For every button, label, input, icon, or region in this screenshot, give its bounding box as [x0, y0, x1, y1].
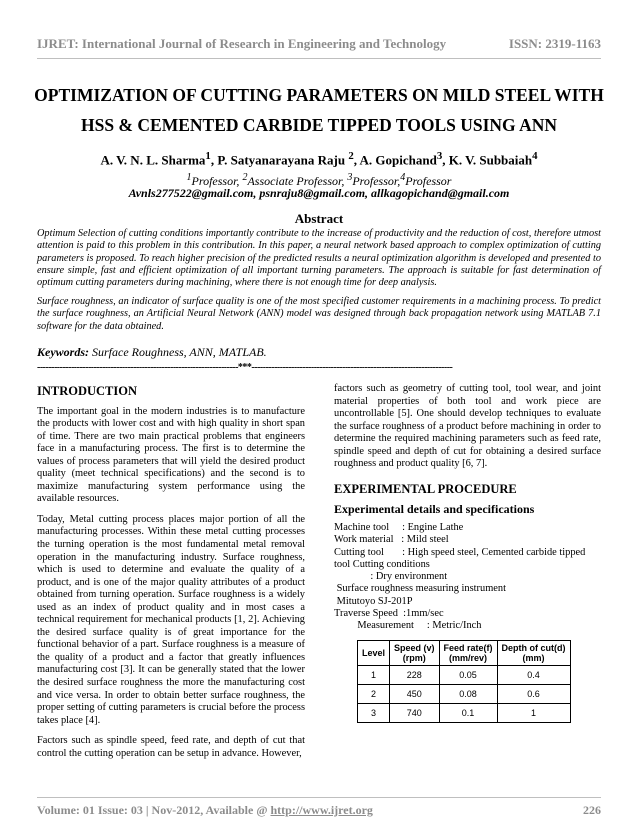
table-row	[358, 666, 571, 685]
intro-paragraph-3: Factors such as spindle speed, feed rate, and depth of cut that control the cutting operation can be setup in advance. However,	[37, 735, 305, 759]
table-cell: 2	[358, 685, 390, 704]
cutting-parameters-table	[357, 640, 571, 723]
author-list: A. V. N. L. Sharma$^1$, P. Satyanarayana Raju $^2$, A. Gopichand$^3$, K. V. Subbaiah$^4$	[100, 150, 538, 168]
spec-line: Measurement : Metric/Inch	[334, 620, 482, 632]
author-emails: Avnls277522@gmail.com, psnraju8@gmail.com, allkagopichand@gmail.com	[128, 186, 510, 200]
affiliation: Professor,	[352, 174, 401, 188]
spec-line: Machine tool : Engine Lathe	[334, 521, 464, 533]
spec-line: Mitutoyo SJ-201P	[334, 595, 413, 607]
intro-paragraph-1: The important goal in the modern industries is to manufacture the products with lower cost and with high quality in short span of time. There are two main practical problems that engineers face in a manufacturing process. The first is to determine the values of process parameters that will yield the desired product quality (meet technical specifications) and the second is to maximize manufacturing system performance using the available resources.	[37, 405, 305, 505]
journal-name: IJRET: International Journal of Research in Engineering and Technology	[37, 36, 447, 51]
keywords-label: Keywords:	[37, 345, 89, 359]
table-cell: 0.6	[497, 685, 570, 704]
issn: ISSN: 2319-1163	[508, 36, 601, 51]
header-line: (mm)	[522, 653, 545, 663]
author: A. Gopichand	[359, 152, 437, 168]
intro-paragraph-2: Today, Metal cutting process places major portion of all the manufacturing processes. Within these metal cutting processes the turning operation is the most fundamental metal removal operation in the manufacturing industry. Surface roughness, which is used to determine and evaluate the quality of a product, and is one of the major quality attributes of a product obtained from turning operation. Surface roughness is a widely used as an index of product quality and in most cases a technical requirement for mechanical products [1, 2]. Achieving the desired surface quality is of great importance for the functional behavior of a part. Surface roughness is a measure of the quality of a product and a factor that greatly influences manufacturing cost [3]. It can be generally stated that the lower the desired surface roughness the more the manufacturing cost and vice versa. In order to obtain better surface roughness, the proper setting of cutting parameters is crucial before the process takes place [4].	[37, 513, 305, 726]
author-sup: 1	[205, 150, 211, 162]
title-line-2: HSS & CEMENTED CARBIDE TIPPED TOOLS USING ANN	[80, 115, 557, 135]
table-cell: 0.05	[439, 666, 497, 685]
section-separator: -----------------------------------------------------------------------***-----------------------------------------------------------------------	[37, 362, 453, 373]
author-sup: 2	[348, 150, 354, 162]
keywords-text: Surface Roughness, ANN, MATLAB.	[89, 345, 267, 359]
spec-line: Work material : Mild steel	[334, 534, 449, 546]
affiliation: Professor,	[191, 174, 243, 188]
header-line: Level	[362, 648, 386, 658]
keywords	[37, 345, 267, 360]
table-cell: 1	[497, 704, 570, 723]
abstract-paragraph-2: Surface roughness, an indicator of surface quality is one of the most specified customer requirements in a machining process. To predict the surface roughness, an Artificial Neural Network (ANN) model was designed through back propagation network using MATLAB 7.1 software for the data obtained.	[37, 296, 601, 332]
author: A. V. N. L. Sharma	[100, 152, 206, 168]
table-header-row	[358, 641, 571, 666]
table-header	[439, 641, 497, 666]
experimental-subheading: Experimental details and specifications	[334, 502, 535, 517]
affil-sup: 2	[242, 172, 248, 183]
author-sup: 3	[436, 150, 443, 162]
table-header	[390, 641, 440, 666]
header-rule	[37, 58, 601, 59]
specification-list	[334, 522, 601, 633]
abstract-paragraph-1: Optimum Selection of cutting conditions importantly contribute to the increase of productivity and the reduction of cost, therefore utmost attention is paid to this problem in this contribution. In this paper, a neural network based approach to complex optimization of cutting parameters is proposed. To reach higher precision of the predicted results a neural optimization algorithm is developed and presented to ensure simple, fast and efficient optimization of all important turning parameters. The approach is suitable for fast determination of optimum cutting parameters during machining, where there is not enough time for deep analysis.	[37, 228, 601, 289]
right-column	[334, 383, 601, 633]
header-line: Depth of cut(d)	[501, 643, 566, 653]
table-cell: 740	[390, 704, 440, 723]
table-cell: 3	[358, 704, 390, 723]
table-cell: 1	[358, 666, 390, 685]
footer-volume: Volume: 01 Issue: 03 | Nov-2012, Available @	[37, 803, 271, 817]
introduction-heading: INTRODUCTION	[37, 384, 138, 398]
left-column	[37, 385, 305, 768]
affil-sup: 3	[347, 172, 353, 183]
paper-title	[30, 80, 608, 140]
table-cell: 228	[390, 666, 440, 685]
abstract-heading: Abstract	[294, 211, 344, 226]
title-line-1: OPTIMIZATION OF CUTTING PARAMETERS ON MILD STEEL WITH	[34, 85, 604, 105]
table-header	[358, 641, 390, 666]
header-line: Speed (v)	[394, 643, 435, 653]
footer-rule	[37, 797, 601, 798]
table-cell: 450	[390, 685, 440, 704]
running-header	[37, 36, 601, 52]
table-row	[358, 685, 571, 704]
affiliation: Professor	[405, 174, 452, 188]
spec-line: Traverse Speed :1mm/sec	[334, 608, 444, 619]
header-line: (mm/rev)	[449, 653, 488, 663]
journal-link[interactable]: http://www.ijret.org	[270, 803, 373, 817]
spec-line: tool Cutting conditions	[334, 558, 430, 570]
header-line: Feed rate(f)	[443, 643, 493, 653]
spec-line: : Dry environment	[334, 571, 448, 583]
spec-line: Cutting tool : High speed steel, Cemented carbide tipped	[334, 546, 586, 558]
table-header	[497, 641, 570, 666]
author-sup: 4	[532, 150, 538, 162]
affil-sup: 1	[186, 172, 192, 183]
right-paragraph-1: factors such as geometry of cutting tool, tool wear, and joint material properties of both tool and work piece are uncontrollable [5]. One should develop techniques to evaluate the surface roughness of a product before machining in order to determine the required machining parameters such as feed rate, spindle speed and depth of cut for obtaining a desired surface roughness and product quality [6, 7].	[334, 383, 601, 470]
footer-info	[37, 803, 373, 818]
table-cell: 0.1	[439, 704, 497, 723]
affiliation: Associate Professor,	[247, 174, 348, 188]
affil-sup: 4	[400, 172, 406, 183]
table-row	[358, 704, 571, 723]
spec-line: Surface roughness measuring instrument	[334, 583, 506, 595]
experimental-heading: EXPERIMENTAL PROCEDURE	[334, 481, 517, 496]
header-line: (rpm)	[402, 653, 426, 663]
table-cell: 0.4	[497, 666, 570, 685]
author: P. Satyanarayana Raju	[217, 152, 349, 168]
table-cell: 0.08	[439, 685, 497, 704]
author: K. V. Subbaiah	[448, 152, 533, 168]
running-footer	[37, 803, 601, 818]
page-number: 226	[583, 803, 601, 817]
